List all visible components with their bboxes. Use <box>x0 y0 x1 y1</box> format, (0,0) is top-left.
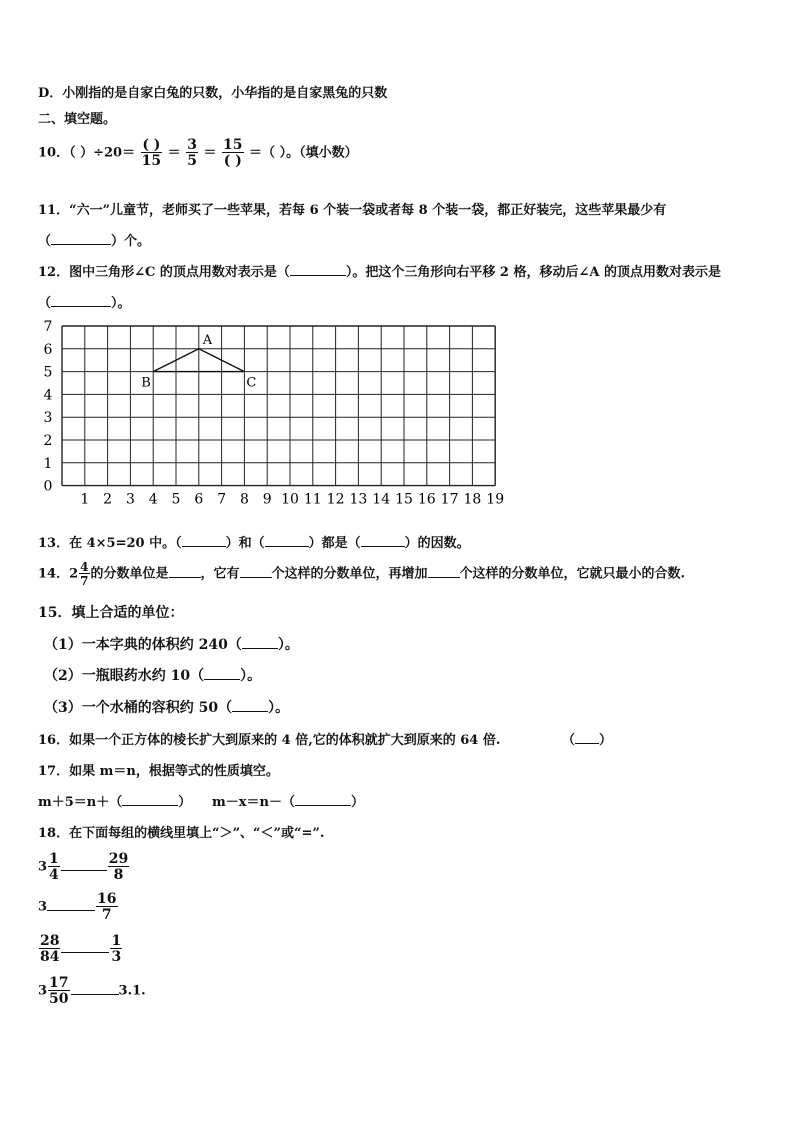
section-title: 二、填空题。 <box>38 112 117 127</box>
y-axis-label: 1 <box>43 455 53 472</box>
q10-prefix: 10．（ ）÷20＝ <box>38 145 136 161</box>
q10-frac2-num: 3 <box>187 137 197 153</box>
x-axis-label: 6 <box>194 491 204 508</box>
question-17-expr-2 <box>212 791 364 810</box>
q17-expr1-text: m＋5＝n＋（ <box>38 795 123 810</box>
q18-r1-rnum: 29 <box>108 851 129 867</box>
q14-frac-den: 7 <box>80 574 89 588</box>
q11-paren-open: （ <box>38 234 52 249</box>
option-d: D．小刚指的是自家白兔的只数，小华指的是自家黑兔的只数 <box>38 86 388 101</box>
q15-item1-text: （1）一本字典的体积约 240（ <box>44 637 242 653</box>
question-11-line-2 <box>38 230 150 249</box>
q14-answer-blank-2[interactable] <box>240 565 272 578</box>
q10-fraction-3 <box>222 138 243 168</box>
q13-text-b: ）和（ <box>225 536 265 551</box>
x-axis-label: 13 <box>349 491 368 508</box>
x-axis-label: 10 <box>281 491 299 508</box>
question-17-title: 17．如果 m＝n，根据等式的性质填空。 <box>38 764 279 779</box>
q18-r2-left: 3 <box>38 899 48 915</box>
q18-r3-fraction <box>39 934 60 964</box>
x-axis-label: 5 <box>171 491 181 508</box>
q10-fraction-2 <box>186 138 198 168</box>
q18-r1-den: 4 <box>49 867 59 883</box>
y-axis-label: 2 <box>43 433 53 449</box>
coordinate-grid-figure <box>38 318 508 512</box>
y-axis-label: 4 <box>43 387 53 404</box>
q15-item3-text: （3）一个水桶的容积约 50（ <box>44 700 233 716</box>
q18-r3-rden: 3 <box>111 949 122 965</box>
q14-fraction <box>79 561 89 587</box>
x-axis-label: 15 <box>395 491 413 508</box>
q12-text-a: 12．图中三角形∠C 的顶点用数对表示是（ <box>38 265 290 280</box>
q16-paren-open: （ <box>562 733 576 748</box>
q17-expr2-blank[interactable] <box>295 793 351 806</box>
q12-answer-blank-2[interactable] <box>51 294 111 307</box>
q18-r3-num: 28 <box>40 933 60 949</box>
question-15-item-1 <box>44 634 299 654</box>
q14-text-d: 个这样的分数单位，它就只最小的合数. <box>459 566 686 582</box>
question-15-item-3 <box>44 697 289 717</box>
q11-answer-blank[interactable] <box>51 232 111 245</box>
q15-item1-close: ）。 <box>277 637 299 653</box>
q13-answer-blank-3[interactable] <box>361 534 405 547</box>
q10-frac1-num: ( ) <box>142 137 161 153</box>
q18-r2-right-fraction <box>96 892 117 922</box>
q18-r1-right-fraction <box>108 852 129 882</box>
q18-r2-blank[interactable] <box>47 898 95 911</box>
x-axis-label: 11 <box>303 491 322 508</box>
x-axis-label: 4 <box>148 491 158 508</box>
x-axis-label: 16 <box>417 491 436 508</box>
q17-expr2-close: ） <box>350 795 364 810</box>
q10-frac1-den: 15 <box>141 153 162 169</box>
q12-answer-blank-1[interactable] <box>290 263 346 276</box>
x-axis-label: 18 <box>463 491 482 508</box>
q18-row-2 <box>38 892 119 922</box>
q16-answer-blank[interactable] <box>575 731 599 744</box>
q13-text-a: 13．在 4×5=20 中。（ <box>38 536 182 551</box>
q18-r3-right-fraction <box>110 934 122 964</box>
q18-r1-fraction <box>48 852 60 882</box>
q18-r4-whole: 3 <box>38 983 48 999</box>
q18-r4-den: 50 <box>49 991 69 1007</box>
point-b-label: B <box>141 375 151 391</box>
q15-item2-blank[interactable] <box>204 667 240 680</box>
x-axis-label: 19 <box>486 491 505 508</box>
x-axis-label: 12 <box>326 491 345 508</box>
question-17-expr-1 <box>38 791 191 810</box>
q12-paren-open: （ <box>38 296 52 311</box>
q18-r2-rden: 7 <box>96 906 117 922</box>
question-13 <box>38 532 470 551</box>
q14-frac-num: 4 <box>80 560 89 574</box>
question-14 <box>38 561 685 587</box>
question-11-line-1: 11．“六一”儿童节，老师买了一些苹果，若每 6 个装一袋或者每 8 个装一袋，都正好装完，这些苹果最少有 <box>38 203 667 218</box>
q15-item2-text: （2）一瓶眼药水约 10（ <box>44 668 205 684</box>
q11-paren-close: ）个。 <box>111 234 151 249</box>
q18-r3-rnum: 1 <box>111 933 122 949</box>
q14-answer-blank-3[interactable] <box>428 565 460 578</box>
q15-item3-close: ）。 <box>268 700 290 716</box>
q10-frac3-den: ( ) <box>223 153 242 169</box>
x-axis-label: 2 <box>103 491 113 508</box>
q10-frac2-den: 5 <box>187 153 197 169</box>
q17-expr1-blank[interactable] <box>122 793 178 806</box>
q10-eq2: ＝ <box>203 145 217 161</box>
q14-text-c: 个这样的分数单位，再增加 <box>271 566 428 582</box>
q13-answer-blank-1[interactable] <box>182 534 226 547</box>
y-axis-label: 5 <box>43 364 53 381</box>
coordinate-grid <box>38 318 508 508</box>
q15-item3-blank[interactable] <box>232 699 268 712</box>
x-axis-label: 3 <box>125 491 135 508</box>
q14-text-b: ，它有 <box>200 566 240 582</box>
question-15-item-2 <box>44 665 261 685</box>
q18-r2-rnum: 16 <box>97 891 117 907</box>
question-15-title: 15．填上合适的单位： <box>38 605 184 621</box>
q15-item1-blank[interactable] <box>242 636 278 649</box>
q10-frac3-num: 15 <box>223 137 243 153</box>
x-axis-label: 14 <box>372 491 391 508</box>
q18-r1-blank[interactable] <box>61 858 107 871</box>
x-axis-label: 7 <box>217 491 227 508</box>
q14-text-a: 的分数单位是 <box>90 566 169 582</box>
q16-paren-close: ） <box>599 733 613 748</box>
q15-item2-close: ）。 <box>240 668 262 684</box>
q18-r4-right: 3.1. <box>118 983 146 999</box>
q13-answer-blank-2[interactable] <box>265 534 309 547</box>
q18-r3-blank[interactable] <box>61 940 109 953</box>
q10-fraction-1 <box>141 138 162 168</box>
q10-suffix: ＝（ ）。（填小数） <box>249 145 358 161</box>
q18-r1-whole: 3 <box>38 859 48 875</box>
q14-answer-blank-1[interactable] <box>169 565 201 578</box>
q18-r4-num: 17 <box>49 975 69 991</box>
q18-r4-fraction <box>48 976 69 1006</box>
point-c-label: C <box>246 375 257 391</box>
q13-text-c: ）都是（ <box>308 536 361 551</box>
q18-r1-num: 1 <box>49 851 59 867</box>
question-16: 16．如果一个正方体的棱长扩大到原来的 4 倍,它的体积就扩大到原来的 64 倍. <box>38 733 501 748</box>
y-axis-label: 6 <box>43 341 53 358</box>
x-axis-label: 8 <box>239 491 249 508</box>
question-10 <box>38 138 358 168</box>
point-a-label: A <box>202 332 213 348</box>
q18-r4-blank[interactable] <box>71 982 119 995</box>
q18-row-1 <box>38 852 130 882</box>
question-16-answer <box>562 729 612 748</box>
q12-paren-close: ）。 <box>111 296 131 311</box>
q18-r3-den: 84 <box>40 949 60 965</box>
y-axis-label: 0 <box>43 478 53 495</box>
question-12-line-2 <box>38 292 131 311</box>
q18-r1-rden: 8 <box>108 866 129 882</box>
x-axis-label: 9 <box>262 491 272 508</box>
q13-text-d: ）的因数。 <box>404 536 470 551</box>
q17-expr2-text: m－x＝n－（ <box>212 795 295 810</box>
question-18-title: 18．在下面每组的横线里填上“＞”、“＜”或“=”. <box>38 826 325 841</box>
q18-row-3 <box>38 934 123 964</box>
question-12-line-1 <box>38 261 721 280</box>
q18-row-4 <box>38 976 146 1006</box>
y-axis-label: 3 <box>43 410 53 427</box>
q10-eq1: ＝ <box>167 145 181 161</box>
x-axis-label: 17 <box>440 491 459 508</box>
q14-prefix: 14．2 <box>38 566 79 582</box>
y-axis-label: 7 <box>43 319 53 335</box>
x-axis-label: 1 <box>80 491 90 508</box>
q12-text-b: ）。把这个三角形向右平移 2 格，移动后∠A 的顶点用数对表示是 <box>345 265 721 280</box>
q17-expr1-close: ） <box>178 795 192 810</box>
